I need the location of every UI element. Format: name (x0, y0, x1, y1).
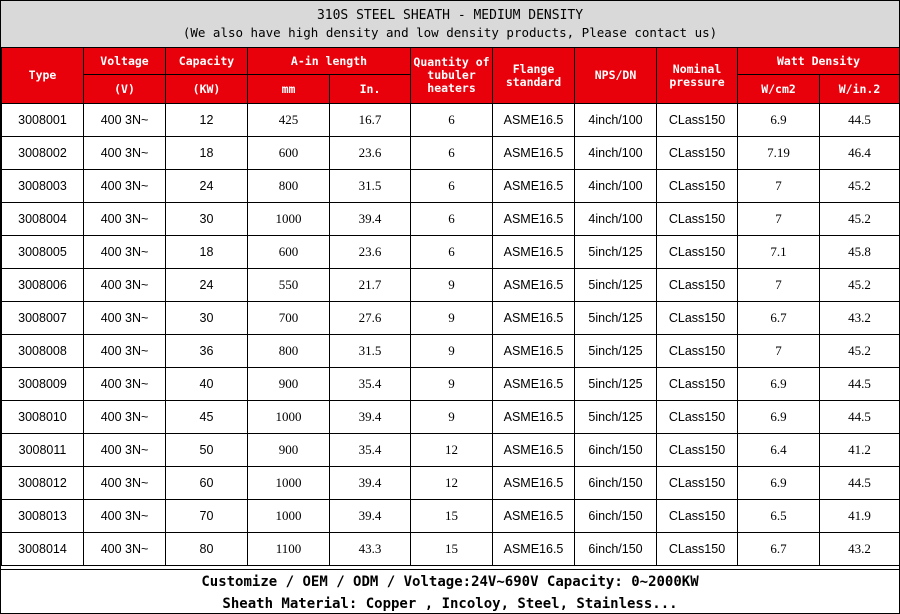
cell-voltage: 400 3N~ (84, 236, 166, 269)
cell-length-in: 35.4 (330, 368, 411, 401)
cell-watt-in2: 44.5 (820, 368, 900, 401)
cell-nominal-pressure: CLass150 (657, 401, 738, 434)
table-row (2, 302, 900, 335)
cell-quantity: 9 (411, 368, 493, 401)
table-row (2, 170, 900, 203)
cell-watt-cm2: 6.9 (738, 368, 820, 401)
cell-nominal-pressure: CLass150 (657, 368, 738, 401)
cell-watt-in2: 43.2 (820, 302, 900, 335)
cell-length-mm: 800 (248, 335, 330, 368)
cell-nps-dn: 5inch/125 (575, 236, 657, 269)
cell-watt-cm2: 7 (738, 203, 820, 236)
cell-watt-in2: 45.8 (820, 236, 900, 269)
cell-nps-dn: 4inch/100 (575, 170, 657, 203)
cell-watt-in2: 44.5 (820, 467, 900, 500)
cell-length-mm: 600 (248, 137, 330, 170)
cell-nominal-pressure: CLass150 (657, 137, 738, 170)
cell-voltage: 400 3N~ (84, 302, 166, 335)
cell-watt-in2: 41.2 (820, 434, 900, 467)
cell-flange: ASME16.5 (493, 302, 575, 335)
cell-watt-cm2: 6.7 (738, 533, 820, 566)
cell-quantity: 9 (411, 302, 493, 335)
col-a-in-length-header: A-in length (248, 48, 411, 75)
cell-nominal-pressure: CLass150 (657, 236, 738, 269)
cell-nps-dn: 5inch/125 (575, 302, 657, 335)
table-row (2, 368, 900, 401)
cell-capacity: 12 (166, 104, 248, 137)
cell-watt-cm2: 6.5 (738, 500, 820, 533)
cell-nominal-pressure: CLass150 (657, 269, 738, 302)
cell-capacity: 80 (166, 533, 248, 566)
cell-watt-cm2: 6.9 (738, 401, 820, 434)
table-row (2, 269, 900, 302)
cell-length-mm: 700 (248, 302, 330, 335)
cell-nominal-pressure: CLass150 (657, 533, 738, 566)
col-nominal-pressure-header: Nominal pressure (657, 48, 738, 104)
cell-length-mm: 600 (248, 236, 330, 269)
cell-watt-in2: 43.2 (820, 533, 900, 566)
cell-length-in: 31.5 (330, 335, 411, 368)
table-row (2, 104, 900, 137)
cell-watt-cm2: 6.7 (738, 302, 820, 335)
cell-quantity: 12 (411, 434, 493, 467)
cell-nps-dn: 5inch/125 (575, 368, 657, 401)
cell-flange: ASME16.5 (493, 500, 575, 533)
page-subtitle: (We also have high density and low density products, Please contact us) (182, 25, 718, 40)
cell-voltage: 400 3N~ (84, 170, 166, 203)
voltage-unit-header: (V) (84, 75, 166, 104)
cell-nps-dn: 5inch/125 (575, 269, 657, 302)
cell-capacity: 45 (166, 401, 248, 434)
watt-in2-header: W/in.2 (820, 75, 900, 104)
cell-quantity: 9 (411, 401, 493, 434)
cell-watt-cm2: 7 (738, 335, 820, 368)
cell-nominal-pressure: CLass150 (657, 170, 738, 203)
title-band (1, 1, 899, 48)
cell-length-in: 16.7 (330, 104, 411, 137)
cell-length-in: 39.4 (330, 203, 411, 236)
cell-length-in: 43.3 (330, 533, 411, 566)
cell-watt-in2: 45.2 (820, 170, 900, 203)
cell-length-in: 39.4 (330, 500, 411, 533)
cell-length-in: 35.4 (330, 434, 411, 467)
cell-voltage: 400 3N~ (84, 104, 166, 137)
cell-length-in: 23.6 (330, 137, 411, 170)
cell-voltage: 400 3N~ (84, 203, 166, 236)
cell-type: 3008011 (2, 434, 84, 467)
length-mm-header: mm (248, 75, 330, 104)
cell-capacity: 24 (166, 269, 248, 302)
cell-quantity: 15 (411, 533, 493, 566)
cell-type: 3008008 (2, 335, 84, 368)
cell-quantity: 9 (411, 269, 493, 302)
cell-length-mm: 800 (248, 170, 330, 203)
cell-length-in: 23.6 (330, 236, 411, 269)
length-in-header: In. (330, 75, 411, 104)
cell-capacity: 40 (166, 368, 248, 401)
cell-watt-cm2: 7 (738, 269, 820, 302)
cell-watt-in2: 41.9 (820, 500, 900, 533)
table-row (2, 500, 900, 533)
col-voltage-header: Voltage (84, 48, 166, 75)
cell-length-in: 31.5 (330, 170, 411, 203)
cell-watt-in2: 45.2 (820, 203, 900, 236)
cell-flange: ASME16.5 (493, 533, 575, 566)
cell-nps-dn: 5inch/125 (575, 401, 657, 434)
cell-flange: ASME16.5 (493, 236, 575, 269)
cell-quantity: 6 (411, 203, 493, 236)
footer-band (1, 569, 899, 614)
cell-nominal-pressure: CLass150 (657, 467, 738, 500)
cell-quantity: 6 (411, 236, 493, 269)
cell-voltage: 400 3N~ (84, 335, 166, 368)
cell-nps-dn: 6inch/150 (575, 467, 657, 500)
table-row (2, 467, 900, 500)
cell-watt-in2: 45.2 (820, 269, 900, 302)
cell-length-mm: 1100 (248, 533, 330, 566)
cell-watt-in2: 44.5 (820, 104, 900, 137)
cell-flange: ASME16.5 (493, 434, 575, 467)
cell-length-in: 39.4 (330, 401, 411, 434)
cell-watt-in2: 46.4 (820, 137, 900, 170)
watt-cm2-header: W/cm2 (738, 75, 820, 104)
cell-capacity: 30 (166, 203, 248, 236)
cell-length-in: 27.6 (330, 302, 411, 335)
footer-material-line: Sheath Material: Copper , Incoloy, Steel, Stainless... (222, 596, 678, 612)
cell-flange: ASME16.5 (493, 137, 575, 170)
spec-table (1, 47, 900, 566)
cell-length-mm: 1000 (248, 401, 330, 434)
cell-nps-dn: 6inch/150 (575, 434, 657, 467)
cell-capacity: 24 (166, 170, 248, 203)
cell-length-mm: 1000 (248, 500, 330, 533)
cell-nps-dn: 5inch/125 (575, 335, 657, 368)
cell-watt-cm2: 6.9 (738, 104, 820, 137)
col-quantity-header: Quantity of tubuler heaters (411, 48, 493, 104)
cell-nominal-pressure: CLass150 (657, 434, 738, 467)
table-row (2, 533, 900, 566)
col-capacity-header: Capacity (166, 48, 248, 75)
cell-watt-in2: 45.2 (820, 335, 900, 368)
col-nps-header: NPS/DN (575, 48, 657, 104)
cell-nps-dn: 4inch/100 (575, 104, 657, 137)
cell-type: 3008006 (2, 269, 84, 302)
cell-length-mm: 900 (248, 434, 330, 467)
cell-type: 3008002 (2, 137, 84, 170)
cell-watt-cm2: 7 (738, 170, 820, 203)
cell-nominal-pressure: CLass150 (657, 500, 738, 533)
table-row (2, 236, 900, 269)
cell-flange: ASME16.5 (493, 467, 575, 500)
cell-length-in: 39.4 (330, 467, 411, 500)
cell-capacity: 30 (166, 302, 248, 335)
cell-type: 3008005 (2, 236, 84, 269)
cell-type: 3008004 (2, 203, 84, 236)
cell-quantity: 6 (411, 170, 493, 203)
cell-flange: ASME16.5 (493, 368, 575, 401)
cell-flange: ASME16.5 (493, 269, 575, 302)
cell-flange: ASME16.5 (493, 104, 575, 137)
cell-capacity: 50 (166, 434, 248, 467)
cell-voltage: 400 3N~ (84, 401, 166, 434)
cell-quantity: 15 (411, 500, 493, 533)
cell-quantity: 6 (411, 137, 493, 170)
cell-capacity: 60 (166, 467, 248, 500)
cell-quantity: 6 (411, 104, 493, 137)
cell-watt-cm2: 6.4 (738, 434, 820, 467)
cell-capacity: 70 (166, 500, 248, 533)
col-watt-density-header: Watt Density (738, 48, 900, 75)
cell-voltage: 400 3N~ (84, 467, 166, 500)
cell-watt-cm2: 7.19 (738, 137, 820, 170)
page-title: 310S STEEL SHEATH - MEDIUM DENSITY (316, 8, 584, 23)
cell-type: 3008001 (2, 104, 84, 137)
cell-voltage: 400 3N~ (84, 500, 166, 533)
cell-type: 3008013 (2, 500, 84, 533)
table-row (2, 203, 900, 236)
cell-nominal-pressure: CLass150 (657, 203, 738, 236)
cell-length-mm: 550 (248, 269, 330, 302)
cell-watt-cm2: 6.9 (738, 467, 820, 500)
cell-type: 3008010 (2, 401, 84, 434)
cell-flange: ASME16.5 (493, 203, 575, 236)
cell-type: 3008014 (2, 533, 84, 566)
table-row (2, 401, 900, 434)
table-header (2, 48, 900, 104)
cell-type: 3008007 (2, 302, 84, 335)
cell-voltage: 400 3N~ (84, 533, 166, 566)
cell-nps-dn: 6inch/150 (575, 533, 657, 566)
cell-length-in: 21.7 (330, 269, 411, 302)
cell-type: 3008012 (2, 467, 84, 500)
capacity-unit-header: (KW) (166, 75, 248, 104)
cell-watt-cm2: 7.1 (738, 236, 820, 269)
cell-capacity: 18 (166, 137, 248, 170)
cell-quantity: 9 (411, 335, 493, 368)
cell-flange: ASME16.5 (493, 335, 575, 368)
cell-nominal-pressure: CLass150 (657, 104, 738, 137)
cell-voltage: 400 3N~ (84, 137, 166, 170)
cell-nominal-pressure: CLass150 (657, 335, 738, 368)
footer-customize-line: Customize / OEM / ODM / Voltage:24V~690V Capacity: 0~2000KW (201, 574, 699, 590)
cell-watt-in2: 44.5 (820, 401, 900, 434)
cell-voltage: 400 3N~ (84, 434, 166, 467)
table-row (2, 335, 900, 368)
cell-flange: ASME16.5 (493, 170, 575, 203)
cell-length-mm: 1000 (248, 467, 330, 500)
col-flange-header: Flange standard (493, 48, 575, 104)
col-type-header: Type (2, 48, 84, 104)
cell-length-mm: 1000 (248, 203, 330, 236)
cell-nominal-pressure: CLass150 (657, 302, 738, 335)
cell-capacity: 36 (166, 335, 248, 368)
cell-type: 3008003 (2, 170, 84, 203)
cell-nps-dn: 4inch/100 (575, 203, 657, 236)
cell-type: 3008009 (2, 368, 84, 401)
cell-length-mm: 900 (248, 368, 330, 401)
table-row (2, 137, 900, 170)
cell-capacity: 18 (166, 236, 248, 269)
table-body (2, 104, 900, 566)
cell-flange: ASME16.5 (493, 401, 575, 434)
cell-voltage: 400 3N~ (84, 368, 166, 401)
table-row (2, 434, 900, 467)
cell-length-mm: 425 (248, 104, 330, 137)
cell-nps-dn: 4inch/100 (575, 137, 657, 170)
cell-quantity: 12 (411, 467, 493, 500)
cell-nps-dn: 6inch/150 (575, 500, 657, 533)
cell-voltage: 400 3N~ (84, 269, 166, 302)
